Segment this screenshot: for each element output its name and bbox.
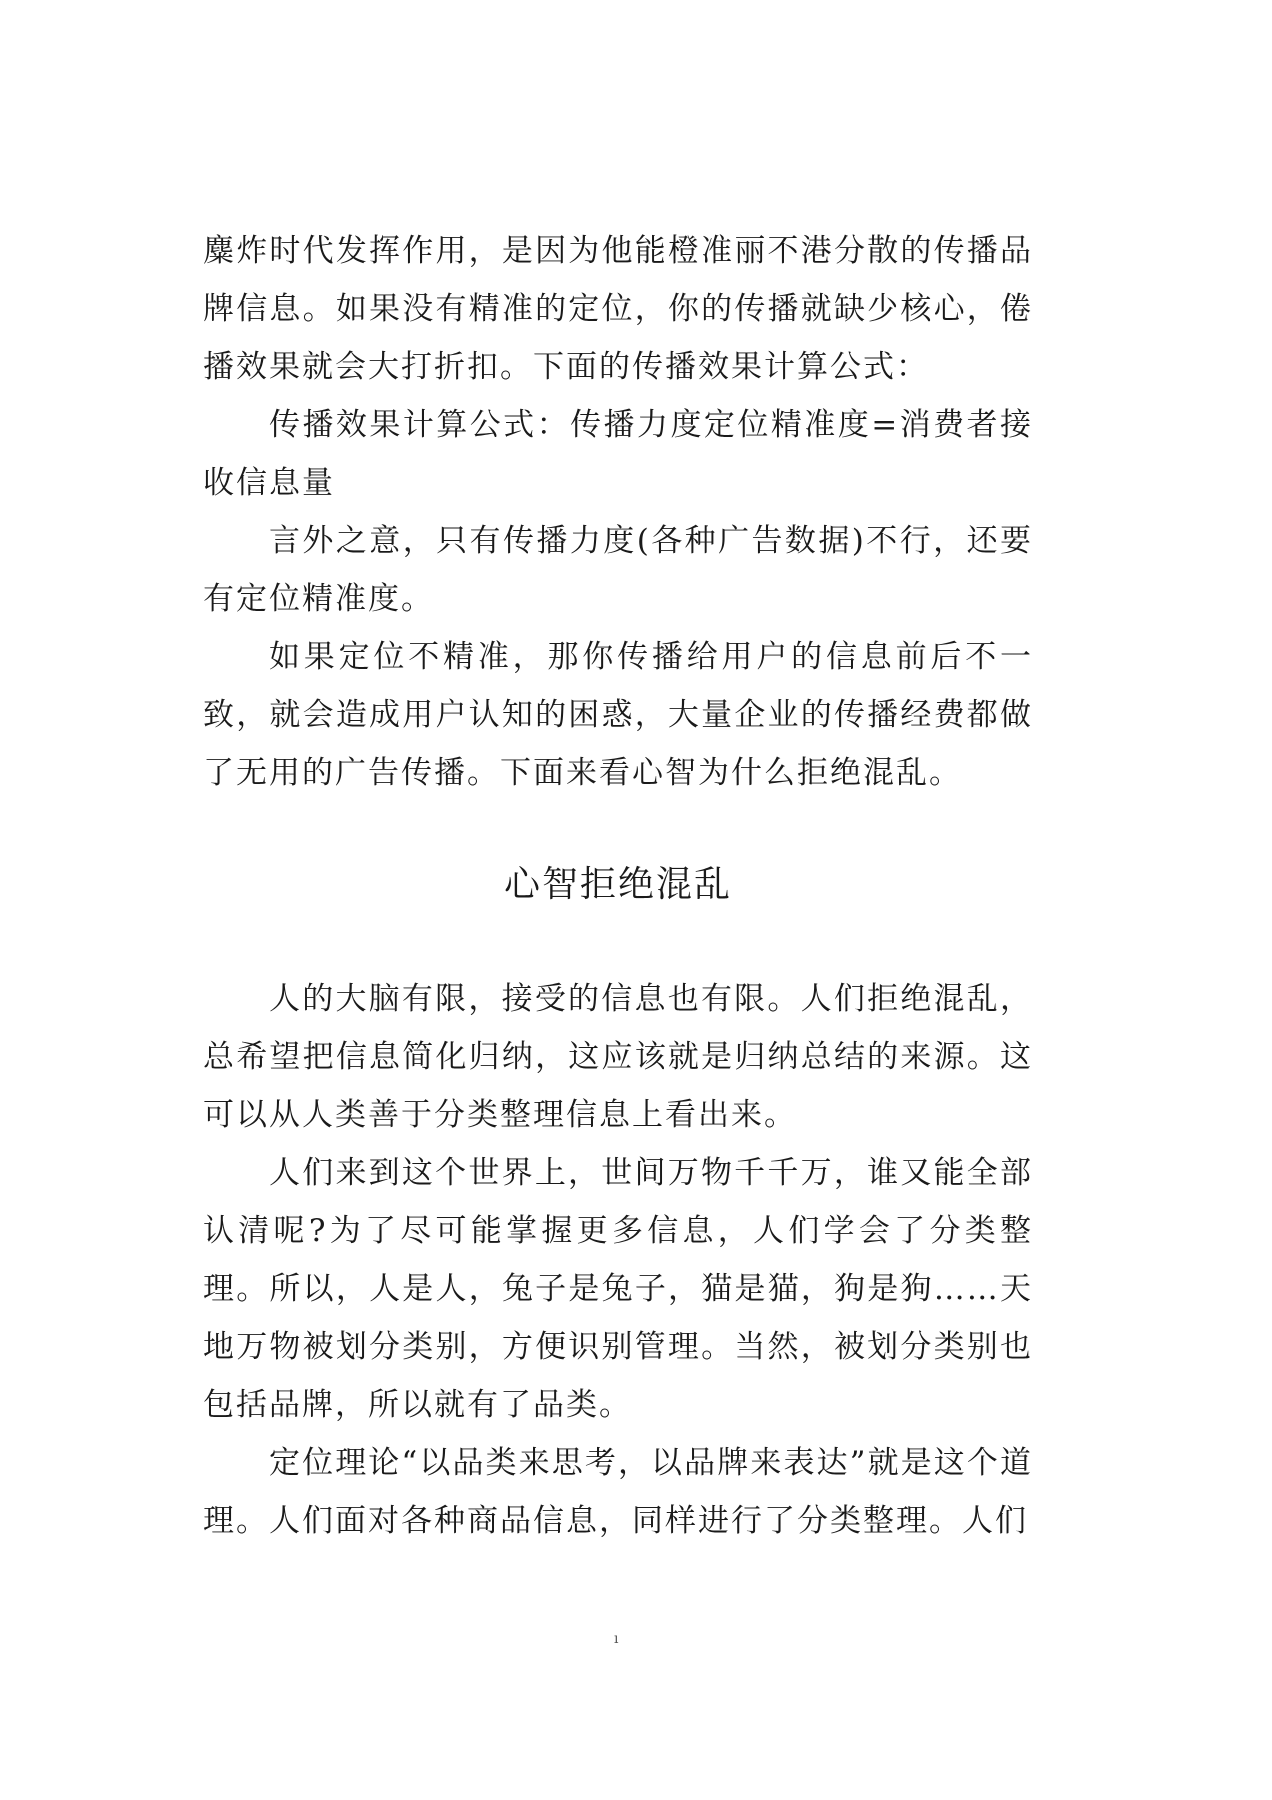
paragraph-implication: 言外之意，只有传播力度(各种广告数据)不行，还要有定位精准度。 (203, 523, 1033, 617)
paragraph-formula: 传播效果计算公式：传播力度定位精准度=消费者接收信息量 (203, 407, 1033, 501)
paragraph-continuation: 麋炸时代发挥作用，是因为他能橙准丽不港分散的传播品牌信息。如果没有精准的定位，你的传播就缺少核心，倦播效果就会大打折扣。下面的传播效果计算公式： (203, 233, 1033, 385)
paragraph-inaccurate-positioning: 如果定位不精准，那你传播给用户的信息前后不一致，就会造成用户认知的困惑，大量企业的传播经费都做了无用的广告传播。下面来看心智为什么拒绝混乱。 (203, 639, 1033, 791)
page-footer-mark: ı (614, 1631, 619, 1647)
section-heading: 心智拒绝混乱 (503, 864, 732, 905)
paragraph-limited-brain: 人的大脑有限，接受的信息也有限。人们拒绝混乱，总希望把信息简化归纳，这应该就是归纳总结的来源。这可以从人类善于分类整理信息上看出来。 (203, 981, 1033, 1133)
paragraph-classification: 人们来到这个世界上，世间万物千千万，谁又能全部认清呢?为了尽可能掌握更多信息，人们学会了分类整理。所以，人是人，兔子是兔子，猫是猫，狗是狗……天地万物被划分类别，方便识别管理。当然，被划分类别也包括品牌，所以就有了品类。 (203, 1155, 1033, 1423)
paragraph-positioning-theory: 定位理论“以品类来思考，以品牌来表达”就是这个道理。人们面对各种商品信息，同样进行了分类整理。人们 (203, 1445, 1033, 1539)
